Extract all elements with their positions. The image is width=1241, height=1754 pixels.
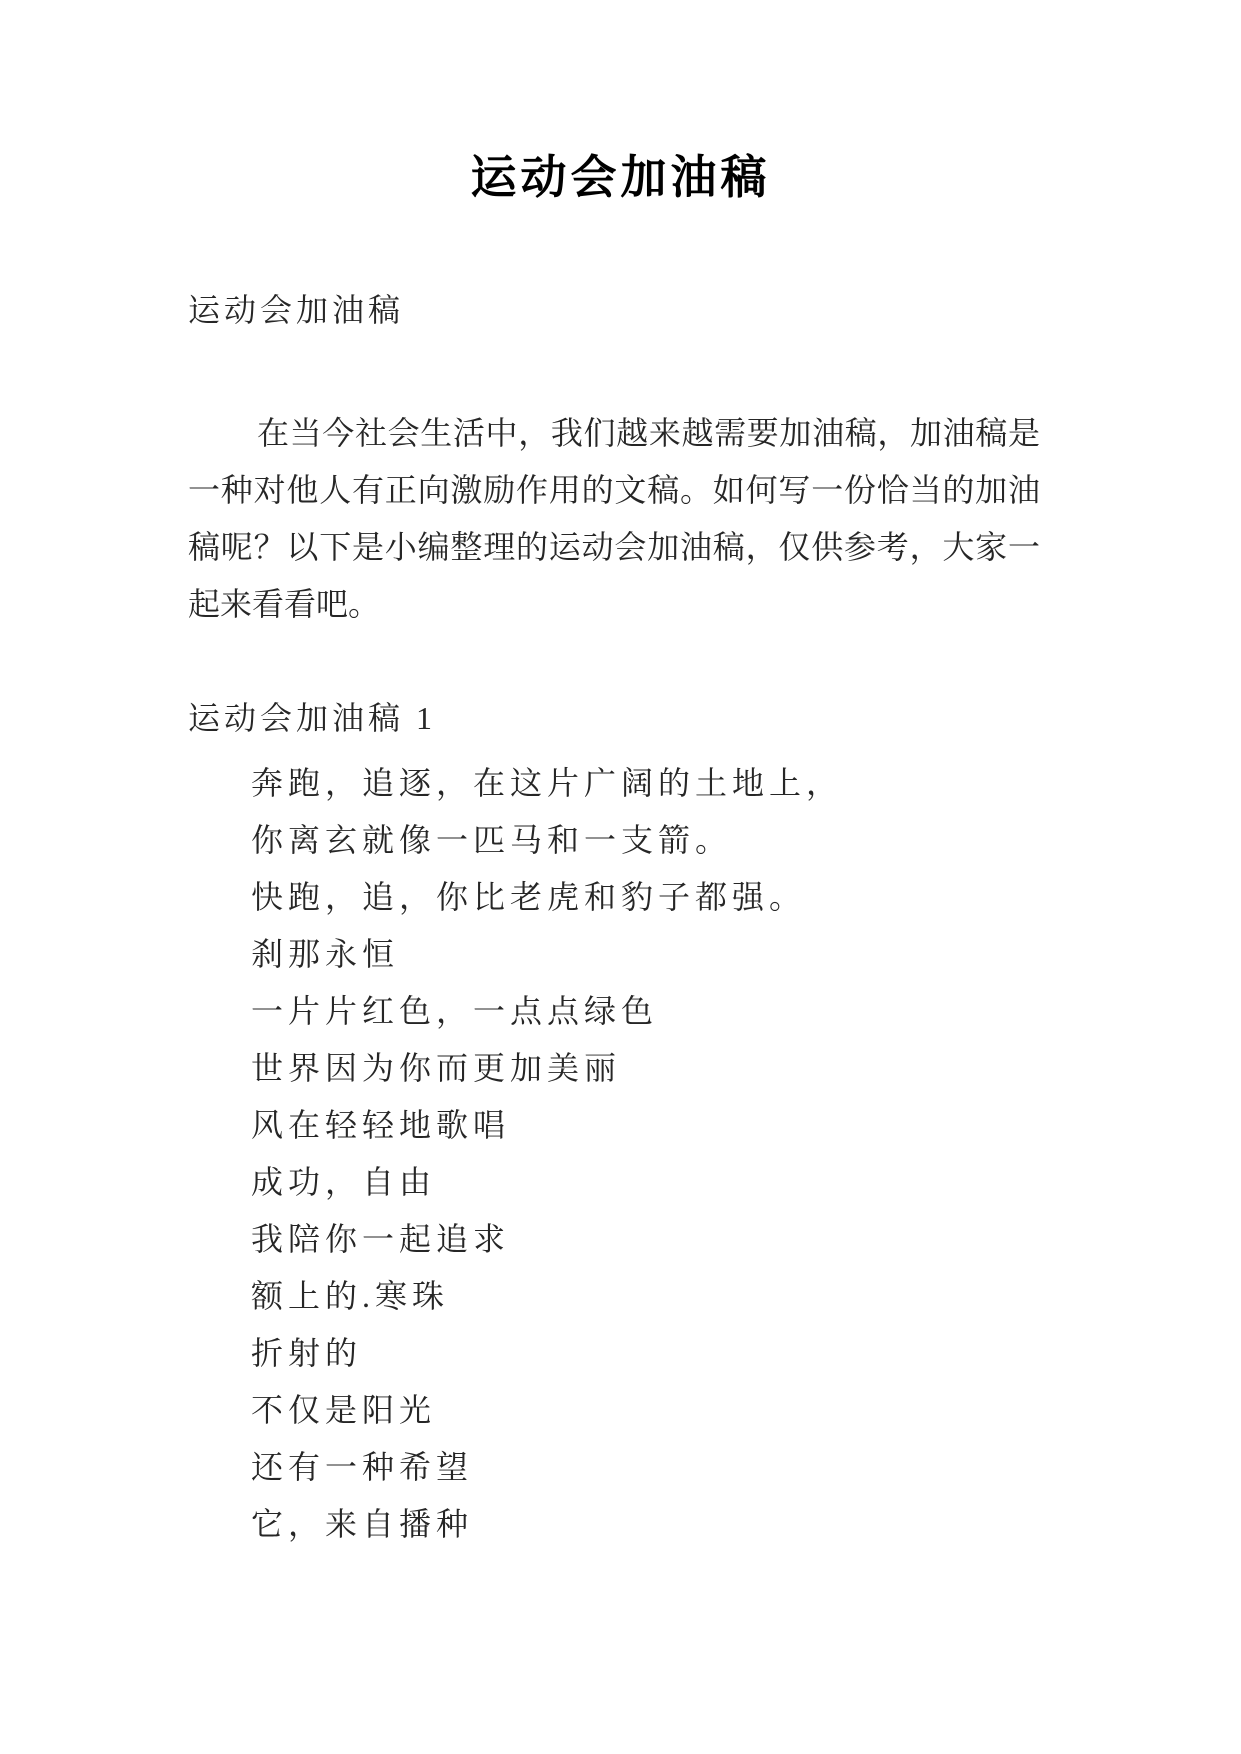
poem-line-7: 风在轻轻地歌唱 [251, 1107, 511, 1143]
poem-line-1: 奔跑，追逐，在这片广阔的土地上， [251, 765, 844, 801]
poem-section [188, 755, 1040, 1553]
poem-line-10: 额上的.寒珠 [251, 1278, 450, 1314]
poem-line-12: 不仅是阳光 [251, 1392, 437, 1428]
poem-line-11: 折射的 [251, 1335, 363, 1371]
document-subtitle: 运动会加油稿 [188, 292, 405, 328]
poem-line-3: 快跑，追，你比老虎和豹子都强。 [251, 879, 807, 915]
poem-line-2: 你离玄就像一匹马和一支箭。 [251, 822, 733, 858]
poem-line-14: 它，来自播种 [251, 1506, 474, 1542]
document-title: 运动会加油稿 [470, 152, 771, 203]
poem-line-13: 还有一种希望 [251, 1449, 474, 1485]
document-body [188, 282, 1040, 1553]
blank-line [188, 339, 1040, 396]
section-heading: 运动会加油稿 1 [188, 700, 437, 736]
poem-line-6: 世界因为你而更加美丽 [251, 1050, 622, 1086]
poem-line-8: 成功，自由 [251, 1164, 437, 1200]
poem-line-4: 刹那永恒 [251, 936, 400, 972]
intro-line-3: 稿呢？以下是小编整理的运动会加油稿，仅供参考，大家一 [188, 529, 1040, 565]
blank-line [188, 633, 1040, 690]
intro-line-2: 一种对他人有正向激励作用的文稿。如何写一份恰当的加油 [188, 472, 1040, 508]
intro-line-4: 起来看看吧。 [188, 586, 381, 622]
intro-paragraph [188, 405, 1040, 633]
intro-line-1: 在当今社会生活中，我们越来越需要加油稿，加油稿是 [257, 415, 1040, 451]
poem-line-5: 一片片红色，一点点绿色 [251, 993, 659, 1029]
poem-line-9: 我陪你一起追求 [251, 1221, 511, 1257]
